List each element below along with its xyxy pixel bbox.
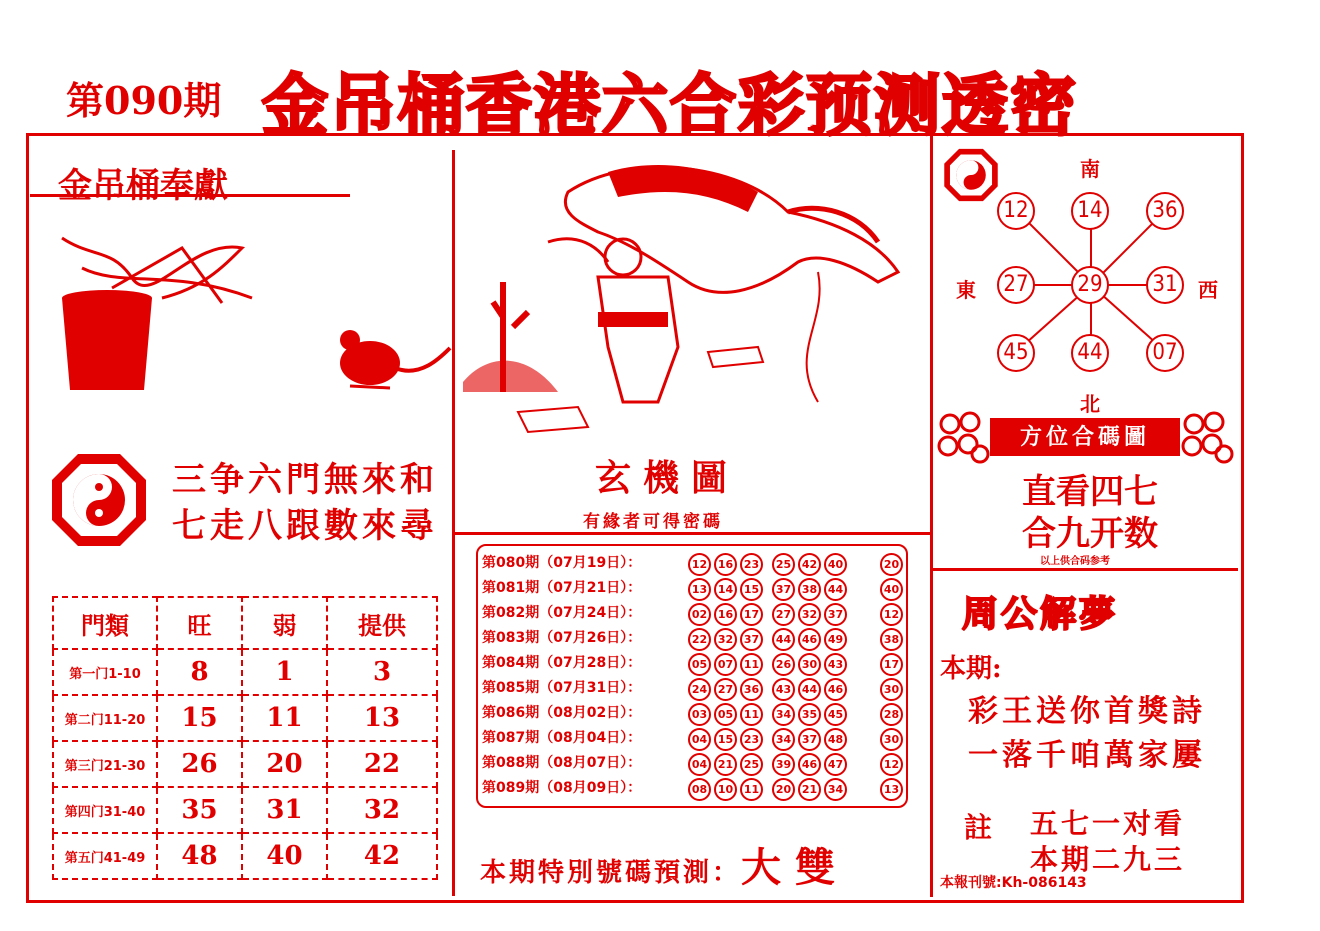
number-ball: 37	[824, 603, 847, 626]
number-ball: 27	[714, 678, 737, 701]
number-ball: 13	[688, 578, 711, 601]
compass-number-s: 44	[1071, 334, 1109, 372]
cell-strong: 35	[157, 787, 242, 833]
number-ball: 32	[714, 628, 737, 651]
compass-south: 南	[1080, 157, 1100, 181]
dream-heading: 周公解夢	[962, 593, 1119, 635]
number-ball: 23	[740, 553, 763, 576]
bucket-illustration	[52, 228, 262, 398]
compass-north: 北	[1080, 392, 1100, 416]
special-ball: 38	[880, 628, 903, 651]
number-ball: 04	[688, 753, 711, 776]
tribute-heading: 金吊桶奉獻	[58, 166, 228, 206]
row-label: 第五门41-49	[53, 833, 157, 879]
prize-poem-line-2: 一落千咱萬家屢	[968, 738, 1206, 773]
special-ball: 30	[880, 678, 903, 701]
number-ball: 17	[740, 603, 763, 626]
history-row	[482, 752, 902, 777]
special-ball: 28	[880, 703, 903, 726]
special-ball: 40	[880, 578, 903, 601]
number-ball: 21	[798, 778, 821, 801]
number-ball: 46	[798, 753, 821, 776]
special-ball: 12	[880, 753, 903, 776]
history-row-label: 第081期（07月21日）：	[482, 580, 642, 596]
compass-number-ne: 36	[1146, 192, 1184, 230]
history-row	[482, 627, 902, 652]
number-ball: 24	[688, 678, 711, 701]
cell-provide: 42	[327, 833, 437, 879]
note-line-2: 本期二九三	[1030, 843, 1186, 876]
number-ball: 20	[772, 778, 795, 801]
table-row	[53, 695, 437, 741]
cell-provide: 3	[327, 649, 437, 695]
cell-provide: 32	[327, 787, 437, 833]
row-label: 第一门1-10	[53, 649, 157, 695]
number-ball: 37	[798, 728, 821, 751]
number-ball: 30	[798, 653, 821, 676]
compass-tip-line-2: 合九开数	[1022, 514, 1158, 554]
number-ball: 47	[824, 753, 847, 776]
this-issue-label: 本期:	[940, 654, 1002, 684]
draw-history	[476, 544, 908, 808]
flower-decoration-right	[1180, 410, 1236, 466]
compass-number-n: 14	[1071, 192, 1109, 230]
compass-tip-line-1: 直看四七	[1022, 472, 1158, 512]
number-ball: 25	[772, 553, 795, 576]
number-ball: 08	[688, 778, 711, 801]
history-row	[482, 552, 902, 577]
history-row-label: 第085期（07月31日）：	[482, 680, 642, 696]
compass-east: 東	[956, 278, 976, 302]
number-ball: 04	[688, 728, 711, 751]
paper-number: 本報刊號:Kh-086143	[940, 875, 1087, 891]
history-row	[482, 577, 902, 602]
special-ball: 13	[880, 778, 903, 801]
history-row-label: 第084期（07月28日）：	[482, 655, 642, 671]
cell-strong: 26	[157, 741, 242, 787]
number-ball: 11	[740, 778, 763, 801]
divider-right	[930, 133, 933, 897]
divider-right-mid	[930, 568, 1238, 571]
number-ball: 16	[714, 603, 737, 626]
row-label: 第三门21-30	[53, 741, 157, 787]
number-ball: 38	[798, 578, 821, 601]
number-ball: 14	[714, 578, 737, 601]
number-ball: 11	[740, 703, 763, 726]
compass-number-w: 27	[997, 266, 1035, 304]
number-ball: 42	[798, 553, 821, 576]
special-ball: 17	[880, 653, 903, 676]
number-ball: 02	[688, 603, 711, 626]
flower-decoration-left	[936, 410, 992, 466]
compass-tip-note: 以上供合码参考	[1040, 556, 1110, 567]
cell-provide: 13	[327, 695, 437, 741]
cell-weak: 31	[242, 787, 327, 833]
table-row	[53, 649, 437, 695]
bagua-icon	[48, 450, 150, 550]
cell-weak: 40	[242, 833, 327, 879]
gate-table	[52, 596, 438, 880]
number-ball: 37	[772, 578, 795, 601]
cell-weak: 20	[242, 741, 327, 787]
issue-number: 第090期	[66, 78, 222, 123]
number-ball: 03	[688, 703, 711, 726]
number-ball: 05	[688, 653, 711, 676]
number-ball: 48	[824, 728, 847, 751]
special-label: 本期特別號碼預測：	[480, 858, 742, 888]
history-row-label: 第083期（07月26日）：	[482, 630, 642, 646]
row-label: 第四门31-40	[53, 787, 157, 833]
history-row	[482, 727, 902, 752]
page-title: 金吊桶香港六合彩预测透密	[262, 67, 1078, 144]
number-ball: 35	[798, 703, 821, 726]
number-ball: 22	[688, 628, 711, 651]
number-ball: 40	[824, 553, 847, 576]
number-ball: 34	[772, 703, 795, 726]
mystery-subcaption: 有緣者可得密碼	[583, 512, 723, 532]
mystery-caption: 玄機圖	[595, 458, 740, 499]
history-row	[482, 677, 902, 702]
history-row	[482, 777, 902, 802]
number-ball: 46	[824, 678, 847, 701]
number-ball: 07	[714, 653, 737, 676]
history-row	[482, 652, 902, 677]
history-row-label: 第082期（07月24日）：	[482, 605, 642, 621]
cell-strong: 8	[157, 649, 242, 695]
row-label: 第二门11-20	[53, 695, 157, 741]
number-ball: 39	[772, 753, 795, 776]
header-gate-type: 門類	[53, 597, 157, 649]
number-ball: 49	[824, 628, 847, 651]
number-ball: 45	[824, 703, 847, 726]
note-label: 註	[964, 811, 996, 844]
table-row	[53, 787, 437, 833]
puzzle-illustration	[458, 152, 928, 442]
history-row-label: 第080期（07月19日）：	[482, 555, 642, 571]
number-ball: 32	[798, 603, 821, 626]
header-strong: 旺	[157, 597, 242, 649]
compass-west: 西	[1198, 278, 1218, 302]
special-value: 大雙	[741, 844, 850, 891]
history-row	[482, 702, 902, 727]
gate-table-header	[53, 597, 437, 649]
number-ball: 34	[772, 728, 795, 751]
cell-weak: 11	[242, 695, 327, 741]
divider-left	[452, 150, 455, 896]
number-ball: 44	[798, 678, 821, 701]
number-ball: 12	[688, 553, 711, 576]
history-row-label: 第088期（08月07日）：	[482, 755, 642, 771]
compass-number-center: 29	[1071, 266, 1109, 304]
compass-number-e: 31	[1146, 266, 1184, 304]
number-ball: 21	[714, 753, 737, 776]
number-ball: 27	[772, 603, 795, 626]
number-ball: 37	[740, 628, 763, 651]
number-ball: 15	[714, 728, 737, 751]
number-ball: 25	[740, 753, 763, 776]
history-row	[482, 602, 902, 627]
cell-strong: 48	[157, 833, 242, 879]
number-ball: 43	[824, 653, 847, 676]
number-ball: 44	[772, 628, 795, 651]
table-row	[53, 833, 437, 879]
cell-provide: 22	[327, 741, 437, 787]
table-row	[53, 741, 437, 787]
history-row-label: 第087期（08月04日）：	[482, 730, 642, 746]
compass-banner: 方位合碼圖	[990, 418, 1180, 456]
number-ball: 10	[714, 778, 737, 801]
cell-weak: 1	[242, 649, 327, 695]
prize-poem-line-1: 彩王送你首獎詩	[968, 694, 1206, 729]
number-ball: 44	[824, 578, 847, 601]
special-ball: 20	[880, 553, 903, 576]
number-ball: 16	[714, 553, 737, 576]
header-weak: 弱	[242, 597, 327, 649]
history-row-label: 第086期（08月02日）：	[482, 705, 642, 721]
compass-number-se: 07	[1146, 334, 1184, 372]
mouse-illustration	[330, 318, 460, 398]
cell-strong: 15	[157, 695, 242, 741]
number-ball: 43	[772, 678, 795, 701]
number-ball: 46	[798, 628, 821, 651]
divider-center	[452, 532, 930, 535]
compass-number-sw: 45	[997, 334, 1035, 372]
number-ball: 36	[740, 678, 763, 701]
number-ball: 15	[740, 578, 763, 601]
header-provide: 提供	[327, 597, 437, 649]
number-ball: 05	[714, 703, 737, 726]
poem-line-1: 三争六門無來和	[172, 460, 438, 500]
compass-number-nw: 12	[997, 192, 1035, 230]
number-ball: 23	[740, 728, 763, 751]
note-line-1: 五七一对看	[1030, 807, 1186, 840]
poem-line-2: 七走八跟數來尋	[172, 506, 438, 546]
special-ball: 30	[880, 728, 903, 751]
special-prediction	[480, 836, 849, 893]
history-row-label: 第089期（08月09日）：	[482, 780, 642, 796]
bagua-small-icon	[942, 146, 1000, 204]
number-ball: 34	[824, 778, 847, 801]
number-ball: 11	[740, 653, 763, 676]
number-ball: 26	[772, 653, 795, 676]
special-ball: 12	[880, 603, 903, 626]
